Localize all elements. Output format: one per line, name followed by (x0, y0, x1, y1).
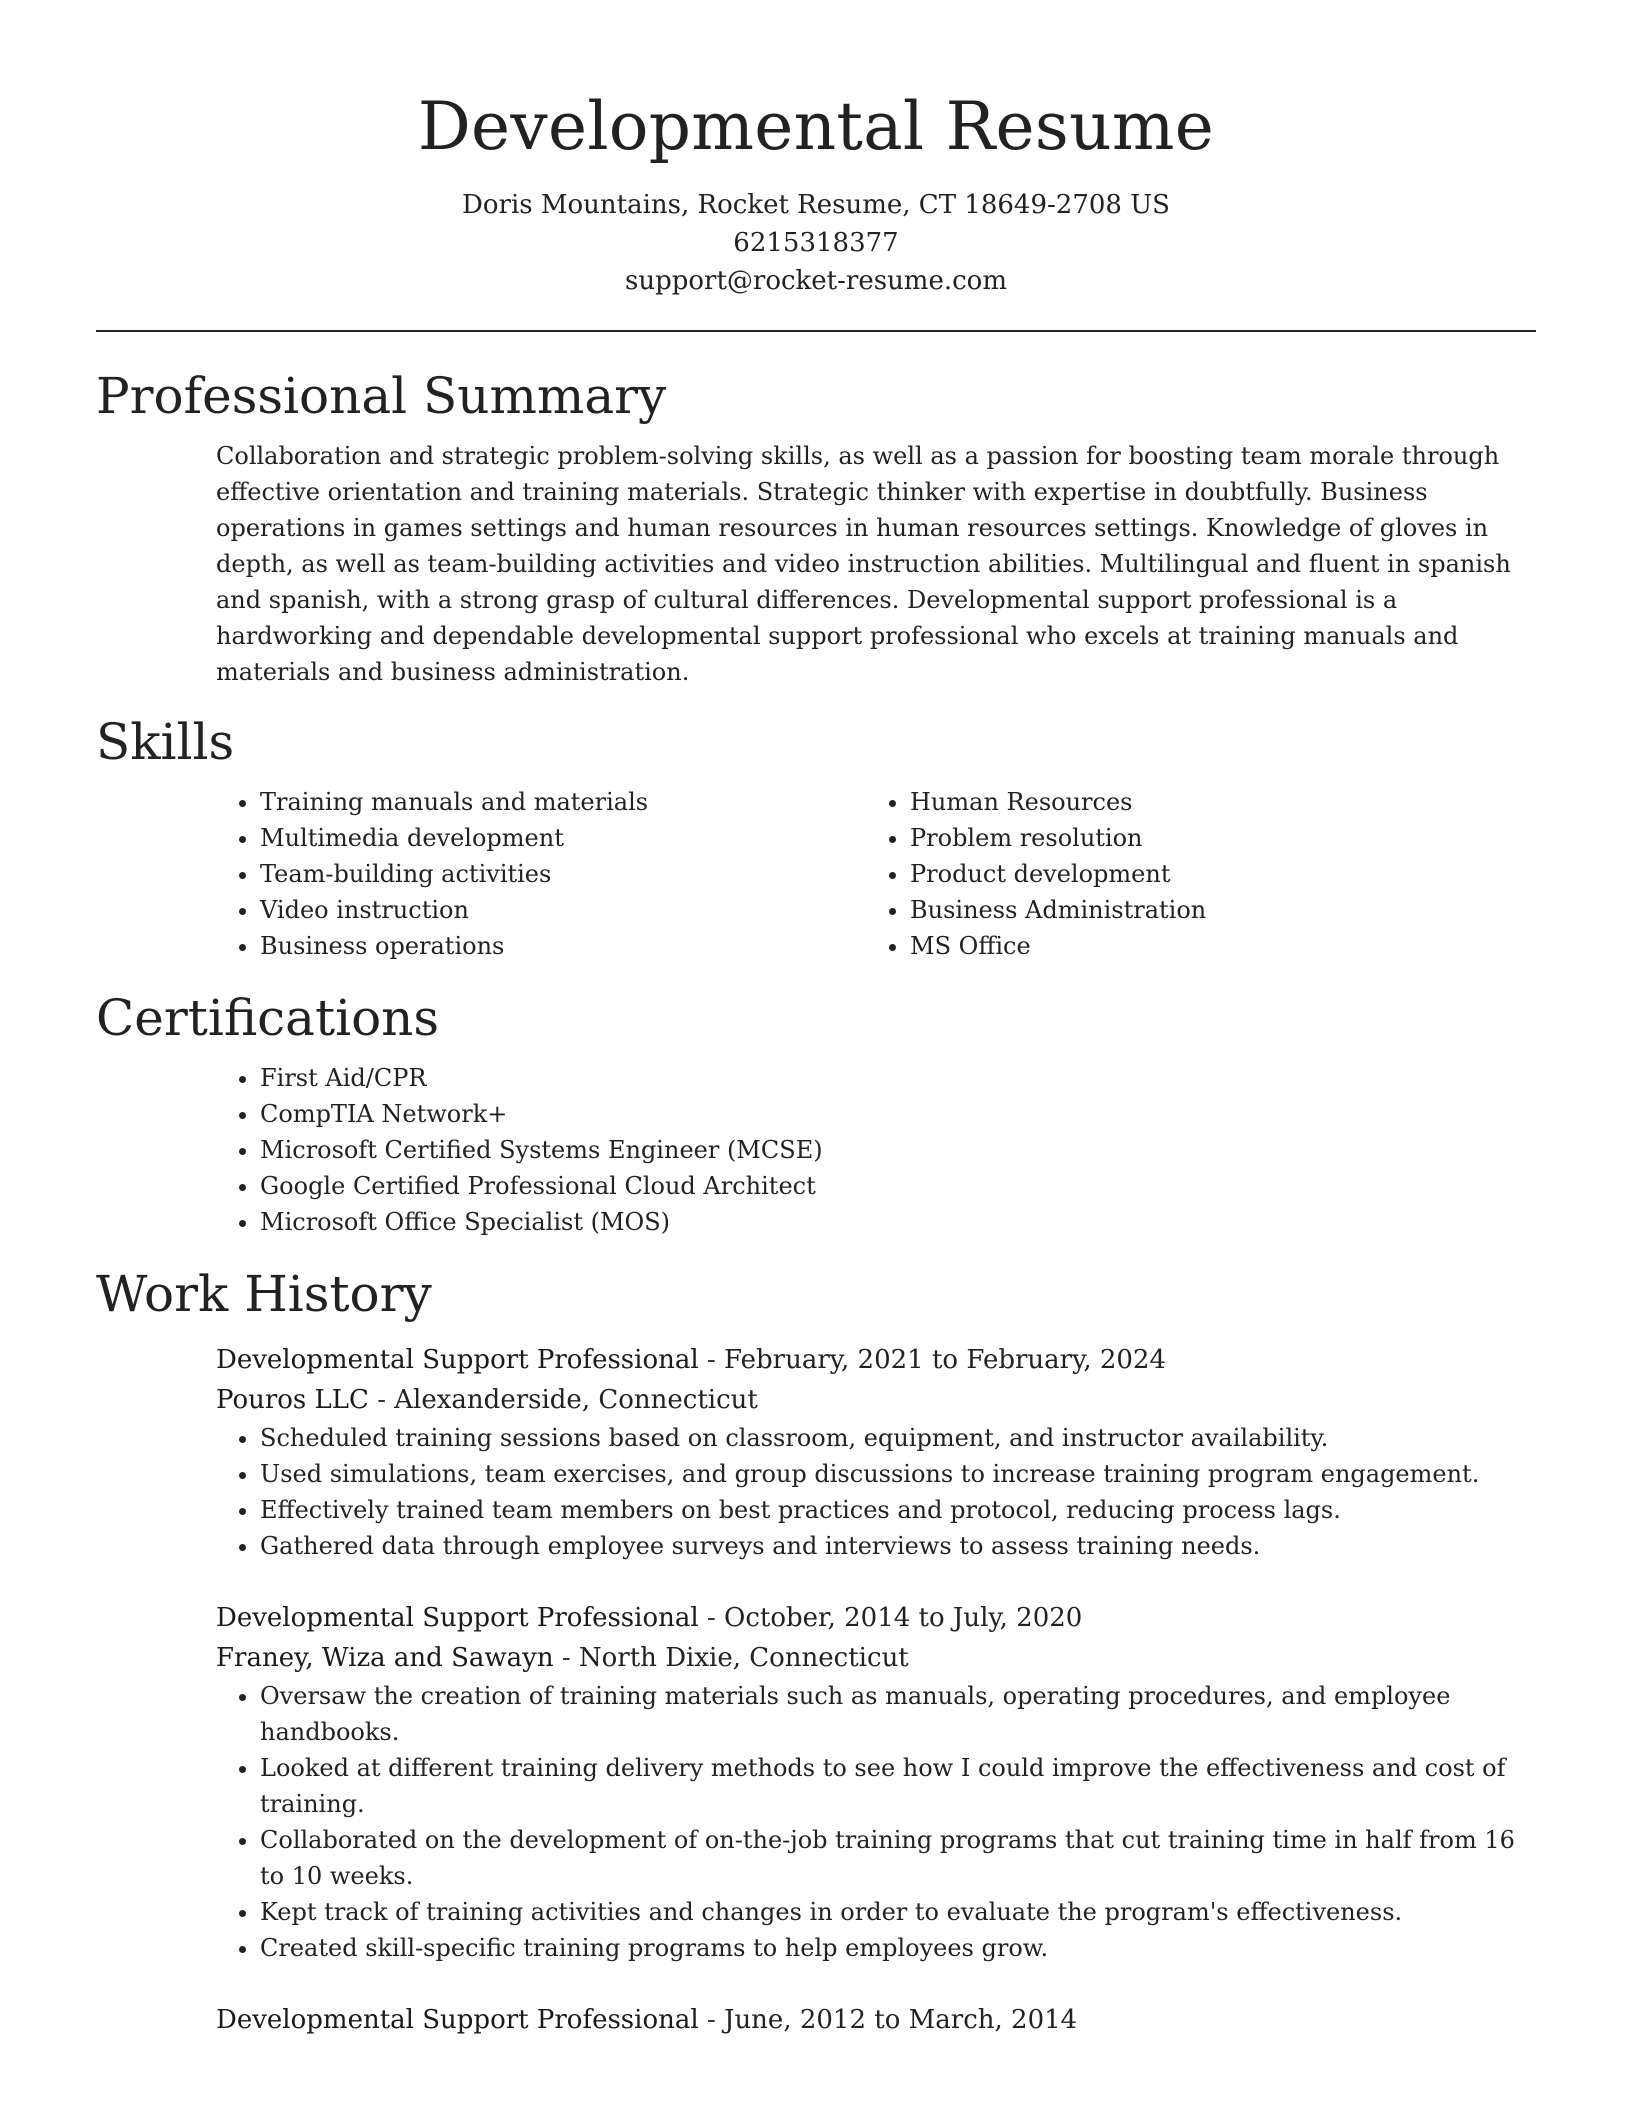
skill-item: • MS Office (910, 928, 1516, 964)
job-entry (216, 2000, 1536, 2040)
section-title-certifications: Certifications (96, 989, 440, 1047)
skill-item: • Multimedia development (260, 820, 866, 856)
job-duty: • Looked at different training delivery methods to see how I could improve the effectiveness and cost of training. (260, 1750, 1536, 1822)
certifications-list (216, 1060, 1536, 1240)
job-role-line (216, 1340, 1536, 1380)
professional-summary-section (96, 366, 1536, 690)
job-duty: • Used simulations, team exercises, and group discussions to increase training program engagement. (260, 1456, 1536, 1492)
job-location: Alexanderside, Connecticut (394, 1385, 758, 1415)
skills-section (96, 712, 1536, 964)
job-company: Franey, Wiza and Sawayn (216, 1643, 554, 1673)
skills-list-left (216, 784, 866, 964)
job-dates: October, 2014 to July, 2020 (724, 1603, 1083, 1633)
contact-phone: 6215318377 (733, 228, 899, 258)
skill-item: • Video instruction (260, 892, 866, 928)
skill-item: • Problem resolution (910, 820, 1516, 856)
job-duties-list (216, 1420, 1536, 1564)
job-duty: • Collaborated on the development of on-the-job training programs that cut training time in half from 16 to 10 weeks. (260, 1822, 1536, 1894)
separator: - (698, 1345, 725, 1375)
section-title-work-history: Work History (96, 1265, 432, 1323)
separator: - (553, 1643, 579, 1673)
separator: - (698, 1603, 725, 1633)
job-role: Developmental Support Professional (216, 2005, 699, 2035)
section-title-summary: Professional Summary (96, 367, 667, 425)
certification-item: • First Aid/CPR (260, 1060, 1536, 1096)
job-company-line (216, 1638, 1536, 1678)
skill-item: • Training manuals and materials (260, 784, 866, 820)
resume-header (96, 82, 1536, 300)
certification-item: • Google Certified Professional Cloud Architect (260, 1168, 1536, 1204)
skills-list-right (866, 784, 1516, 964)
contact-address: Doris Mountains, Rocket Resume, CT 18649-2708 US (462, 190, 1170, 220)
job-duty: • Gathered data through employee surveys and interviews to assess training needs. (260, 1528, 1536, 1564)
resume-title: Developmental Resume (417, 88, 1215, 165)
certifications-list-wrapper (216, 1060, 1536, 1240)
certification-item: • CompTIA Network+ (260, 1096, 1536, 1132)
job-duties-list (216, 1678, 1536, 1966)
separator: - (368, 1385, 395, 1415)
job-entry (216, 1598, 1536, 1966)
job-company: Pouros LLC (216, 1385, 369, 1415)
skill-item: • Human Resources (910, 784, 1516, 820)
skill-item: • Business operations (260, 928, 866, 964)
job-role: Developmental Support Professional (216, 1345, 699, 1375)
skill-item: • Product development (910, 856, 1516, 892)
skills-column-left (216, 784, 866, 964)
skill-item: • Business Administration (910, 892, 1516, 928)
job-role-line (216, 1598, 1536, 1638)
skills-column-right (866, 784, 1516, 964)
separator: - (698, 2005, 725, 2035)
job-duty: • Effectively trained team members on best practices and protocol, reducing process lags. (260, 1492, 1536, 1528)
job-duty: • Created skill-specific training programs to help employees grow. (260, 1930, 1536, 1966)
certification-item: • Microsoft Certified Systems Engineer (MCSE) (260, 1132, 1536, 1168)
job-entry (216, 1340, 1536, 1564)
job-duty: • Scheduled training sessions based on classroom, equipment, and instructor availability. (260, 1420, 1536, 1456)
header-divider (96, 330, 1536, 332)
job-duty: • Kept track of training activities and changes in order to evaluate the program's effectiveness. (260, 1894, 1536, 1930)
job-duty: • Oversaw the creation of training materials such as manuals, operating procedures, and employee handbooks. (260, 1678, 1536, 1750)
resume-page (96, 0, 1536, 2040)
summary-text: Collaboration and strategic problem-solving skills, as well as a passion for boosting team morale through effective orientation and training materials. Strategic thinker with expertise in doubtfully. Business operations in games settings and human resources in human resources settings. Knowledge of gloves in depth, as well as team-building activities and video instruction abilities. Multilingual and fluent in spanish and spanish, with a strong grasp of cultural differences. Developmental support professional is a hardworking and dependable developmental support professional who excels at training manuals and materials and business administration. (216, 442, 1511, 686)
job-role-line (216, 2000, 1536, 2040)
skill-item: • Team-building activities (260, 856, 866, 892)
work-history-section (96, 1264, 1536, 2040)
contact-email: support@rocket-resume.com (624, 266, 1007, 296)
certifications-section (96, 988, 1536, 1240)
section-title-skills: Skills (96, 713, 235, 771)
job-dates: June, 2012 to March, 2014 (724, 2005, 1078, 2035)
job-location: North Dixie, Connecticut (578, 1643, 909, 1673)
skills-grid (216, 784, 1536, 964)
job-dates: February, 2021 to February, 2024 (724, 1345, 1167, 1375)
job-company-line (216, 1380, 1536, 1420)
certification-item: • Microsoft Office Specialist (MOS) (260, 1204, 1536, 1240)
job-role: Developmental Support Professional (216, 1603, 699, 1633)
